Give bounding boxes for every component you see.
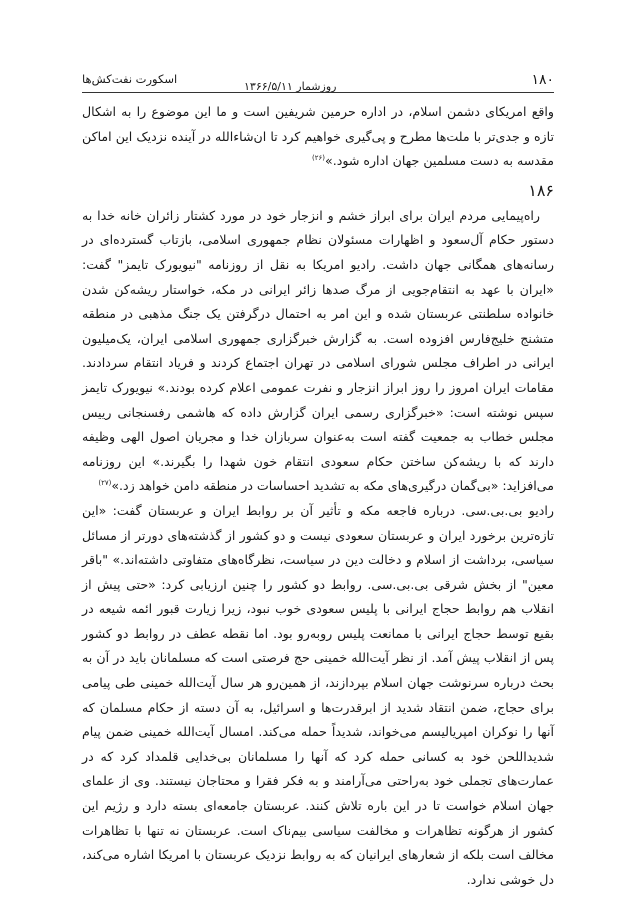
carryover-paragraph <box>82 100 554 174</box>
carryover-text: واقع امریکای دشمن اسلام، در اداره حرمین شریفین است و ما این موضوع را به اشکال تازه و جدی‌تر با ملت‌ها مطرح و پی‌گیری خواهیم کرد تا ان‌شاءالله در آینده نزدیک این اماکن مقدسه به دست مسلمین جهان اداره شود.» <box>82 104 554 169</box>
book-title: اسکورت نفت‌کش‌ها <box>82 72 178 86</box>
paragraph-1-text: راه‌پیمایی مردم ایران برای ابراز خشم و انزجار خود در مورد کشتار زائران خانه خدا به دستور حکام آل‌سعود و اظهارات مسئولان نظام جمهوری اسلامی، بازتاب گسترده‌ای در رسانه‌های همگانی جهان داشت. رادیو امریکا به نقل از روزنامه "نیویورک تایمز" گفت: «ایران با عهد به انتقام‌جویی از مرگ صدها زائر ایرانی در مکه، خواستار ریشه‌کن شدن خانواده سلطنتی عربستان شده و این امر به احتمال درگرفتن یک جنگ مذهبی در منطقه متشنج خلیج‌فارس افزوده است. به گزارش خبرگزاری جمهوری اسلامی ایران، یک‌میلیون ایرانی در اطراف مجلس شورای اسلامی در تهران اجتماع کردند و فریاد انتقام سردادند. مقامات ایران امروز را روز ابراز انزجار و نفرت عمومی اعلام کرده بودند.» نیویورک تایمز سپس نوشته است: «خبرگزاری رسمی ایران گزارش داده که هاشمی رفسنجانی رییس مجلس خطاب به جمعیت گفته است به‌عنوان سربازان خدا و مجریان اصول الهی وظیفه دارند که با ریشه‌کن ساختن حکام سعودی انتقام خون شهدا را بگیرند.» این روزنامه می‌افزاید: «بی‌گمان درگیری‌های مکه به تشدید احساسات در منطقه دامن خواهد زد.» <box>82 207 554 494</box>
entry-paragraph-2: رادیو بی.بی.سی. درباره فاجعه مکه و تأثیر آن بر روابط ایران و عربستان گفت: «این تازه‌ترین برخورد ایران و عربستان سعودی نیست و دو کشور از گذشته‌های دورتر از مسائل سیاسی، برداشت از اسلام و دخالت دین در سیاست، نظرگاه‌های متفاوتی داشته‌اند.» "باقر معین" از بخش شرقی بی.بی.سی. روابط دو کشور را چنین ارزیابی کرد: «حتی پیش از انقلاب هم روابط حجاج ایرانی با پلیس سعودی خوب نبود، زیرا زیارت قبور ائمه شیعه در بقیع توسط حجاج ایرانی با ممانعت پلیس روبه‌رو بود. اما نقطه عطف در روابط دو کشور پس از انقلاب پیش آمد. از نظر آیت‌الله خمینی حج فرصتی است که مسلمانان باید در آن به بحث درباره سرنوشت جهان اسلام بپردازند، از همین‌رو هر سال آیت‌الله خمینی طی پیامی برای حجاج، ضمن انتقاد شدید از ابرقدرت‌ها و اسرائیل، به آن دسته از حکام مسلمان که آنها را نوکران امپریالیسم می‌خواند، شدیداً حمله می‌کند. امسال آیت‌الله خمینی ضمن پیام شدیداللحن خود به کسانی حمله کرد که آنها را مسلمانان بی‌خدایی قلمداد کرد که در عمارت‌های تجملی خود به‌راحتی می‌آرامند و به فکر فقرا و محتاجان نیستند. وی از علمای جهان اسلام خواست تا در این باره تلاش کنند. عربستان جامعه‌ای بسته دارد و رژیم این کشور از هرگونه تظاهرات و مخالفت سیاسی بیم‌ناک است. عربستان نه تنها با تظاهرات مخالف است بلکه از شعارهای ایرانیان که به روابط نزدیک عربستان با امریکا اشاره می‌کند، دل خوشی ندارد. <box>82 502 554 887</box>
footnote-ref-26[interactable]: (۲۶) <box>312 154 325 162</box>
header-divider <box>82 92 554 93</box>
diary-date-label: روزشمار ۱۳۶۶/۵/۱۱ <box>244 80 337 93</box>
entry-paragraph-1 <box>82 204 554 499</box>
page-body <box>82 100 554 892</box>
page-number: ۱۸۰ <box>531 72 554 88</box>
footnote-ref-27[interactable]: (۲۷) <box>98 479 112 488</box>
entry-number: ۱۸۶ <box>528 180 554 200</box>
